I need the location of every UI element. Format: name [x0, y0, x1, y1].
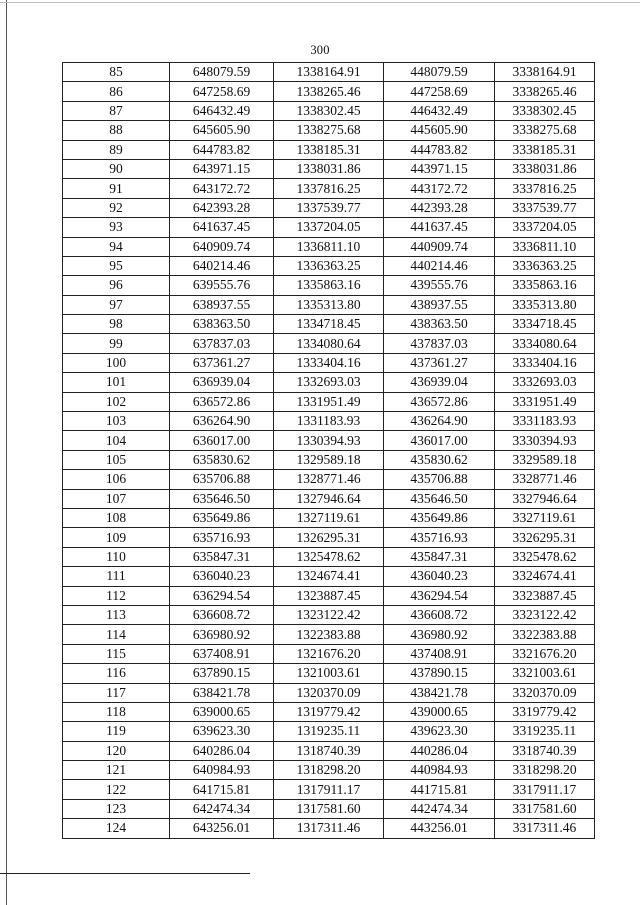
table-row — [63, 101, 595, 120]
y2-cell: 3338164.91 — [495, 63, 595, 82]
x1-cell: 641637.45 — [170, 218, 274, 237]
y1-cell: 1329589.18 — [274, 450, 384, 469]
x1-cell: 640286.04 — [170, 741, 274, 760]
y1-cell: 1333404.16 — [274, 353, 384, 372]
x1-cell: 638363.50 — [170, 315, 274, 334]
x1-cell: 645605.90 — [170, 121, 274, 140]
point-number-cell: 97 — [63, 295, 170, 314]
table-row — [63, 722, 595, 741]
y2-cell: 3334718.45 — [495, 315, 595, 334]
x1-cell: 639555.76 — [170, 276, 274, 295]
x1-cell: 637408.91 — [170, 644, 274, 663]
y2-cell: 3325478.62 — [495, 547, 595, 566]
x1-cell: 643172.72 — [170, 179, 274, 198]
x1-cell: 635716.93 — [170, 528, 274, 547]
y2-cell: 3336363.25 — [495, 256, 595, 275]
y1-cell: 1337204.05 — [274, 218, 384, 237]
x1-cell: 637890.15 — [170, 664, 274, 683]
point-number-cell: 99 — [63, 334, 170, 353]
x1-cell: 635847.31 — [170, 547, 274, 566]
table-row — [63, 63, 595, 82]
point-number-cell: 98 — [63, 315, 170, 334]
y2-cell: 3318298.20 — [495, 761, 595, 780]
coordinates-table — [62, 62, 595, 839]
x1-cell: 637361.27 — [170, 353, 274, 372]
table-row — [63, 198, 595, 217]
y2-cell: 3323887.45 — [495, 586, 595, 605]
y2-cell: 3326295.31 — [495, 528, 595, 547]
point-number-cell: 124 — [63, 819, 170, 838]
y2-cell: 3337539.77 — [495, 198, 595, 217]
point-number-cell: 112 — [63, 586, 170, 605]
y1-cell: 1327119.61 — [274, 508, 384, 527]
x2-cell: 442474.34 — [384, 799, 495, 818]
y2-cell: 3318740.39 — [495, 741, 595, 760]
point-number-cell: 87 — [63, 101, 170, 120]
x2-cell: 435847.31 — [384, 547, 495, 566]
point-number-cell: 100 — [63, 353, 170, 372]
y2-cell: 3321003.61 — [495, 664, 595, 683]
x2-cell: 436294.54 — [384, 586, 495, 605]
y2-cell: 3331951.49 — [495, 392, 595, 411]
point-number-cell: 117 — [63, 683, 170, 702]
point-number-cell: 116 — [63, 664, 170, 683]
x1-cell: 636980.92 — [170, 625, 274, 644]
x2-cell: 439555.76 — [384, 276, 495, 295]
y2-cell: 3335313.80 — [495, 295, 595, 314]
x2-cell: 437837.03 — [384, 334, 495, 353]
x2-cell: 440909.74 — [384, 237, 495, 256]
x2-cell: 443256.01 — [384, 819, 495, 838]
x1-cell: 636294.54 — [170, 586, 274, 605]
y1-cell: 1336811.10 — [274, 237, 384, 256]
point-number-cell: 89 — [63, 140, 170, 159]
y1-cell: 1332693.03 — [274, 373, 384, 392]
table-row — [63, 799, 595, 818]
x1-cell: 636264.90 — [170, 412, 274, 431]
table-row — [63, 218, 595, 237]
table-row — [63, 528, 595, 547]
x1-cell: 636017.00 — [170, 431, 274, 450]
table-row — [63, 179, 595, 198]
y1-cell: 1335313.80 — [274, 295, 384, 314]
y2-cell: 3327119.61 — [495, 508, 595, 527]
point-number-cell: 93 — [63, 218, 170, 237]
y2-cell: 3324674.41 — [495, 567, 595, 586]
table-row — [63, 82, 595, 101]
x1-cell: 637837.03 — [170, 334, 274, 353]
point-number-cell: 96 — [63, 276, 170, 295]
x2-cell: 438363.50 — [384, 315, 495, 334]
y2-cell: 3335863.16 — [495, 276, 595, 295]
y2-cell: 3338031.86 — [495, 159, 595, 178]
y1-cell: 1321676.20 — [274, 644, 384, 663]
x2-cell: 442393.28 — [384, 198, 495, 217]
point-number-cell: 107 — [63, 489, 170, 508]
x2-cell: 437890.15 — [384, 664, 495, 683]
y1-cell: 1321003.61 — [274, 664, 384, 683]
x2-cell: 447258.69 — [384, 82, 495, 101]
point-number-cell: 88 — [63, 121, 170, 140]
x1-cell: 638421.78 — [170, 683, 274, 702]
point-number-cell: 95 — [63, 256, 170, 275]
table-row — [63, 140, 595, 159]
x1-cell: 636608.72 — [170, 605, 274, 624]
point-number-cell: 113 — [63, 605, 170, 624]
x2-cell: 446432.49 — [384, 101, 495, 120]
y1-cell: 1331951.49 — [274, 392, 384, 411]
page-number: 300 — [310, 43, 330, 57]
y1-cell: 1324674.41 — [274, 567, 384, 586]
table-row — [63, 121, 595, 140]
x2-cell: 448079.59 — [384, 63, 495, 82]
point-number-cell: 114 — [63, 625, 170, 644]
y2-cell: 3323122.42 — [495, 605, 595, 624]
y1-cell: 1338185.31 — [274, 140, 384, 159]
y2-cell: 3333404.16 — [495, 353, 595, 372]
y2-cell: 3317311.46 — [495, 819, 595, 838]
point-number-cell: 92 — [63, 198, 170, 217]
point-number-cell: 94 — [63, 237, 170, 256]
table-row — [63, 567, 595, 586]
y2-cell: 3329589.18 — [495, 450, 595, 469]
x1-cell: 640214.46 — [170, 256, 274, 275]
x1-cell: 643971.15 — [170, 159, 274, 178]
x1-cell: 636572.86 — [170, 392, 274, 411]
y1-cell: 1327946.64 — [274, 489, 384, 508]
coordinates-table-body — [63, 63, 595, 839]
y1-cell: 1319779.42 — [274, 702, 384, 721]
y2-cell: 3327946.64 — [495, 489, 595, 508]
x1-cell: 636040.23 — [170, 567, 274, 586]
table-row — [63, 664, 595, 683]
x1-cell: 648079.59 — [170, 63, 274, 82]
x1-cell: 635830.62 — [170, 450, 274, 469]
x2-cell: 444783.82 — [384, 140, 495, 159]
x2-cell: 438421.78 — [384, 683, 495, 702]
table-row — [63, 295, 595, 314]
y1-cell: 1319235.11 — [274, 722, 384, 741]
y1-cell: 1338265.46 — [274, 82, 384, 101]
point-number-cell: 106 — [63, 470, 170, 489]
y2-cell: 3319779.42 — [495, 702, 595, 721]
point-number-cell: 90 — [63, 159, 170, 178]
y2-cell: 3321676.20 — [495, 644, 595, 663]
y1-cell: 1335863.16 — [274, 276, 384, 295]
table-row — [63, 431, 595, 450]
point-number-cell: 121 — [63, 761, 170, 780]
y1-cell: 1322383.88 — [274, 625, 384, 644]
point-number-cell: 118 — [63, 702, 170, 721]
table-row — [63, 644, 595, 663]
x2-cell: 445605.90 — [384, 121, 495, 140]
y1-cell: 1326295.31 — [274, 528, 384, 547]
x1-cell: 642393.28 — [170, 198, 274, 217]
y2-cell: 3331183.93 — [495, 412, 595, 431]
y1-cell: 1318740.39 — [274, 741, 384, 760]
point-number-cell: 122 — [63, 780, 170, 799]
x1-cell: 642474.34 — [170, 799, 274, 818]
x2-cell: 438937.55 — [384, 295, 495, 314]
point-number-cell: 104 — [63, 431, 170, 450]
x2-cell: 441637.45 — [384, 218, 495, 237]
y2-cell: 3338185.31 — [495, 140, 595, 159]
y1-cell: 1338275.68 — [274, 121, 384, 140]
y1-cell: 1323887.45 — [274, 586, 384, 605]
scan-edge-left — [6, 0, 7, 905]
x2-cell: 437361.27 — [384, 353, 495, 372]
x2-cell: 441715.81 — [384, 780, 495, 799]
x2-cell: 436939.04 — [384, 373, 495, 392]
table-row — [63, 702, 595, 721]
x2-cell: 440286.04 — [384, 741, 495, 760]
y1-cell: 1317311.46 — [274, 819, 384, 838]
table-row — [63, 819, 595, 838]
footnote-rule — [0, 873, 250, 874]
x1-cell: 635706.88 — [170, 470, 274, 489]
point-number-cell: 102 — [63, 392, 170, 411]
y1-cell: 1320370.09 — [274, 683, 384, 702]
table-row — [63, 508, 595, 527]
x1-cell: 635646.50 — [170, 489, 274, 508]
x2-cell: 439000.65 — [384, 702, 495, 721]
table-row — [63, 353, 595, 372]
table-row — [63, 470, 595, 489]
y1-cell: 1337816.25 — [274, 179, 384, 198]
x2-cell: 435646.50 — [384, 489, 495, 508]
x1-cell: 639000.65 — [170, 702, 274, 721]
point-number-cell: 101 — [63, 373, 170, 392]
table-row — [63, 741, 595, 760]
point-number-cell: 108 — [63, 508, 170, 527]
point-number-cell: 119 — [63, 722, 170, 741]
y1-cell: 1338302.45 — [274, 101, 384, 120]
y1-cell: 1336363.25 — [274, 256, 384, 275]
y2-cell: 3322383.88 — [495, 625, 595, 644]
x2-cell: 436264.90 — [384, 412, 495, 431]
x1-cell: 641715.81 — [170, 780, 274, 799]
y1-cell: 1317581.60 — [274, 799, 384, 818]
x1-cell: 638937.55 — [170, 295, 274, 314]
table-row — [63, 315, 595, 334]
x1-cell: 643256.01 — [170, 819, 274, 838]
x2-cell: 435706.88 — [384, 470, 495, 489]
y1-cell: 1323122.42 — [274, 605, 384, 624]
x1-cell: 644783.82 — [170, 140, 274, 159]
y2-cell: 3317581.60 — [495, 799, 595, 818]
x2-cell: 435830.62 — [384, 450, 495, 469]
point-number-cell: 103 — [63, 412, 170, 431]
x2-cell: 443172.72 — [384, 179, 495, 198]
point-number-cell: 120 — [63, 741, 170, 760]
y1-cell: 1330394.93 — [274, 431, 384, 450]
table-row — [63, 276, 595, 295]
table-row — [63, 256, 595, 275]
point-number-cell: 123 — [63, 799, 170, 818]
x2-cell: 436980.92 — [384, 625, 495, 644]
y2-cell: 3328771.46 — [495, 470, 595, 489]
point-number-cell: 115 — [63, 644, 170, 663]
x2-cell: 443971.15 — [384, 159, 495, 178]
table-row — [63, 547, 595, 566]
y2-cell: 3338275.68 — [495, 121, 595, 140]
x2-cell: 440214.46 — [384, 256, 495, 275]
point-number-cell: 105 — [63, 450, 170, 469]
y2-cell: 3337204.05 — [495, 218, 595, 237]
y1-cell: 1318298.20 — [274, 761, 384, 780]
table-row — [63, 780, 595, 799]
point-number-cell: 86 — [63, 82, 170, 101]
y2-cell: 3336811.10 — [495, 237, 595, 256]
table-row — [63, 412, 595, 431]
x1-cell: 639623.30 — [170, 722, 274, 741]
table-row — [63, 373, 595, 392]
y2-cell: 3319235.11 — [495, 722, 595, 741]
y1-cell: 1317911.17 — [274, 780, 384, 799]
table-row — [63, 683, 595, 702]
y2-cell: 3317911.17 — [495, 780, 595, 799]
table-row — [63, 159, 595, 178]
table-row — [63, 450, 595, 469]
x1-cell: 636939.04 — [170, 373, 274, 392]
y2-cell: 3330394.93 — [495, 431, 595, 450]
x2-cell: 437408.91 — [384, 644, 495, 663]
table-row — [63, 392, 595, 411]
y1-cell: 1334718.45 — [274, 315, 384, 334]
y1-cell: 1331183.93 — [274, 412, 384, 431]
y1-cell: 1325478.62 — [274, 547, 384, 566]
table-row — [63, 489, 595, 508]
table-row — [63, 605, 595, 624]
x2-cell: 440984.93 — [384, 761, 495, 780]
y2-cell: 3334080.64 — [495, 334, 595, 353]
point-number-cell: 109 — [63, 528, 170, 547]
x2-cell: 439623.30 — [384, 722, 495, 741]
table-row — [63, 586, 595, 605]
y2-cell: 3338302.45 — [495, 101, 595, 120]
point-number-cell: 111 — [63, 567, 170, 586]
y2-cell: 3332693.03 — [495, 373, 595, 392]
table-row — [63, 625, 595, 644]
y2-cell: 3337816.25 — [495, 179, 595, 198]
x1-cell: 647258.69 — [170, 82, 274, 101]
y2-cell: 3338265.46 — [495, 82, 595, 101]
x1-cell: 646432.49 — [170, 101, 274, 120]
y1-cell: 1338164.91 — [274, 63, 384, 82]
table-row — [63, 761, 595, 780]
x1-cell: 640909.74 — [170, 237, 274, 256]
scan-edge-top — [0, 2, 640, 3]
x2-cell: 436040.23 — [384, 567, 495, 586]
y1-cell: 1328771.46 — [274, 470, 384, 489]
x2-cell: 435649.86 — [384, 508, 495, 527]
y1-cell: 1334080.64 — [274, 334, 384, 353]
y1-cell: 1337539.77 — [274, 198, 384, 217]
x2-cell: 435716.93 — [384, 528, 495, 547]
table-row — [63, 334, 595, 353]
x2-cell: 436572.86 — [384, 392, 495, 411]
table-row — [63, 237, 595, 256]
y1-cell: 1338031.86 — [274, 159, 384, 178]
y2-cell: 3320370.09 — [495, 683, 595, 702]
x2-cell: 436608.72 — [384, 605, 495, 624]
point-number-cell: 91 — [63, 179, 170, 198]
x2-cell: 436017.00 — [384, 431, 495, 450]
point-number-cell: 110 — [63, 547, 170, 566]
point-number-cell: 85 — [63, 63, 170, 82]
x1-cell: 635649.86 — [170, 508, 274, 527]
x1-cell: 640984.93 — [170, 761, 274, 780]
